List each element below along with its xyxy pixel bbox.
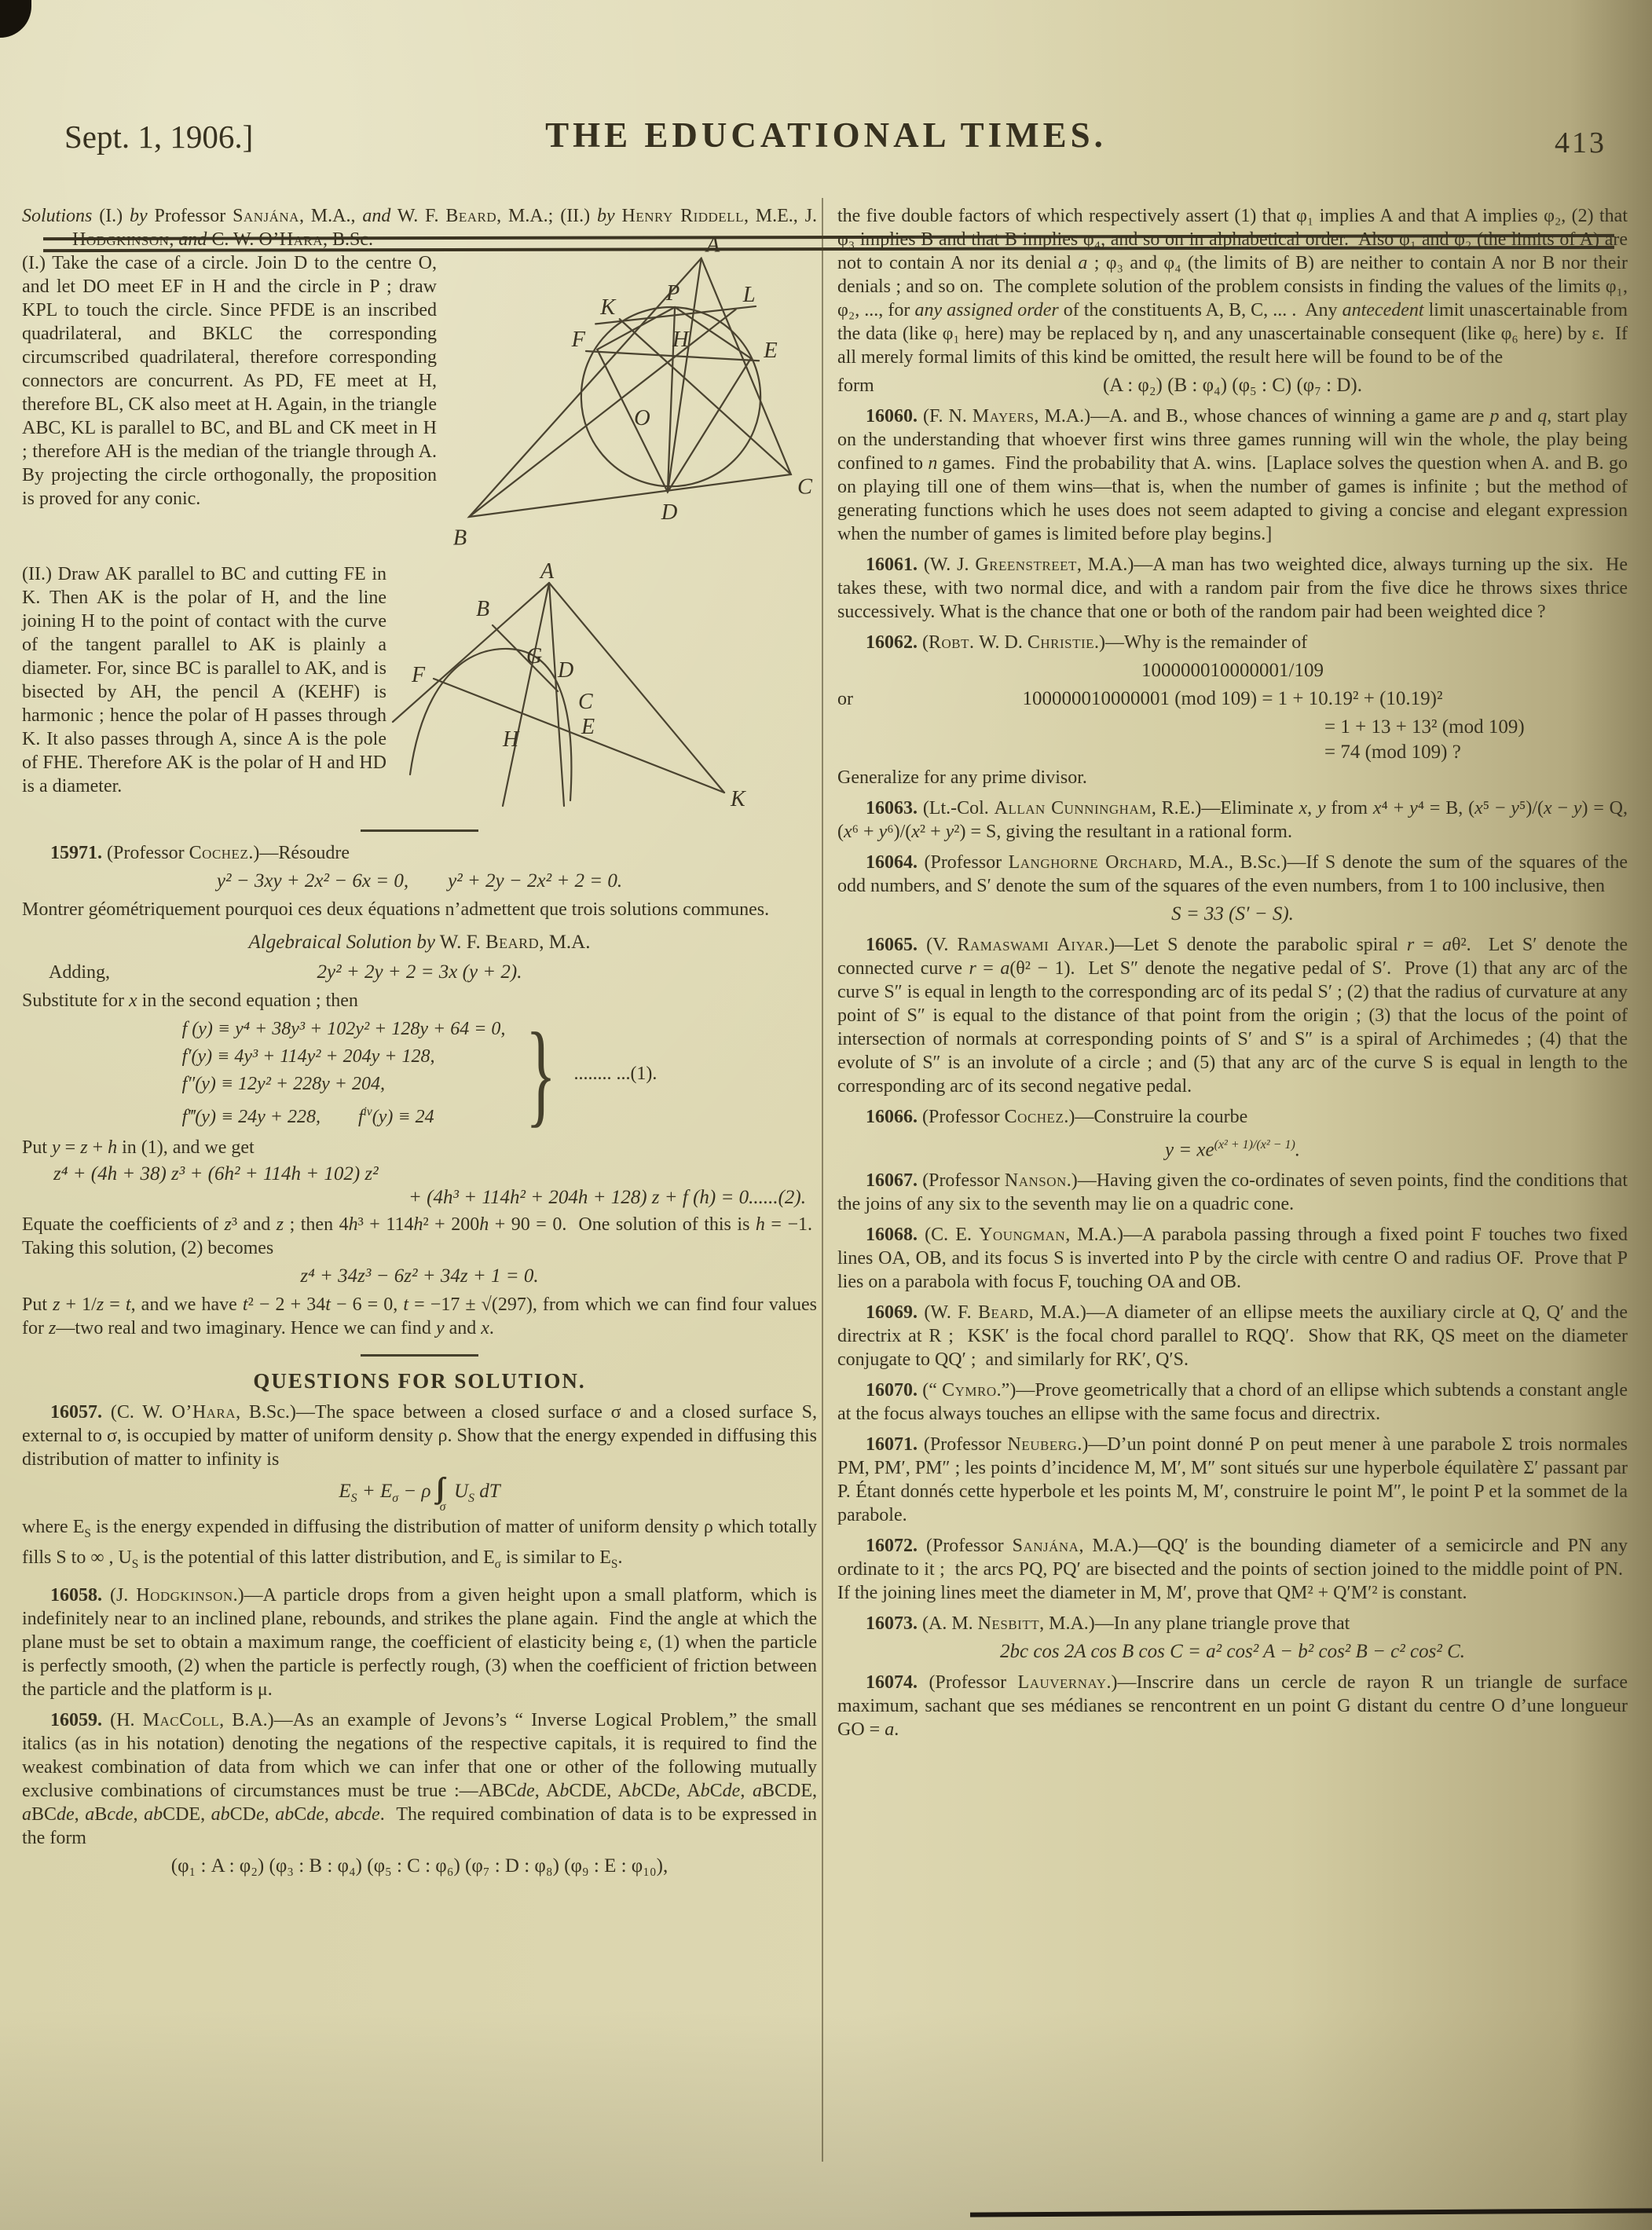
figure-label: E [764, 339, 778, 364]
figure-label: F [571, 327, 586, 352]
problem-text: 16059. (H. MacColl, B.A.)—As an example of Jevons’s “ Inverse Logical Problem,” the small italics (as in his notation) denoting the negations of the respective capitals, it is required to find the weakest combination of data from which we can infer that one or other of the following mutually exclusive combinations of circumstances must be true :—ABCde, AbCDE, AbCDe, AbCde, aBCDE, aBCde, aBcde, abCDE, abCDe, abCde, abcde. The required combination of data is to be expressed in the form [22, 1709, 818, 1848]
solution-text: Substitute for x in the second equation ; then [22, 991, 358, 1011]
figure-inscribed-circle-triangle [437, 225, 822, 561]
problem-16057 [22, 1401, 817, 1576]
solutions-byline: Solutions (I.) by Professor Sanjána, M.A., and W. F. Beard, M.A.; (II.) by Henry Riddell, M.E., J. Hodgkinson, and C. W. O’Hara, B.Sc. [22, 206, 818, 250]
figure-label: F [412, 663, 426, 687]
figure-label: C [797, 474, 813, 500]
problem-16059 [22, 1708, 817, 1878]
column-divider [822, 198, 823, 2162]
problem-text: where $E_S$ is the energy expended in diffusing the distribution of matter of uniform density ρ which totally fills S to ∞ , $U_S$ is the potential of this latter distribution, and $E_\sigma$ is similar to $E_S$. [22, 1517, 818, 1571]
problem-16072: 16072. (Professor Sanjána, M.A.)—QQ′ is the bounding diameter of a semicircle and PN any ordinate to it ; the arcs PQ, PQ′ are bisected and the points of section joined to the middle point of PN. If the joining lines meet the diameter in M, M′, prove that QM² + Q′M′² is constant. [837, 1536, 1628, 1604]
equation: S = 33 (S′ − S). [1171, 903, 1294, 925]
right-column [837, 204, 1628, 1741]
problem-text: Generalize for any prime divisor. [837, 767, 1087, 788]
equation-row [837, 687, 1628, 711]
solution-heading: Algebraical Solution by W. F. Beard, M.A. [248, 932, 591, 953]
solution-part-1 [22, 233, 817, 551]
problem-16074: 16074. (Professor Lauvernay.)—Inscrire dans un cercle de rayon R un triangle de surface maximum, sachant que ses médianes se rencontrent en un point G distant du centre O d’une longueur GO = a. [837, 1672, 1628, 1741]
equation: 100000010000001 (mod 109) = 1 + 10.19² + (10.19)² [1022, 688, 1443, 709]
problem-text: 16064. (Professor Langhorne Orchard, M.A., B.Sc.)—If S denote the sum of the squares of the odd numbers, and S′ denote the sum of the squares of the even numbers, from 1 to 100 inclusive, then [837, 852, 1628, 896]
problem-15971 [22, 841, 817, 1340]
equation: z⁴ + (4h + 38) z³ + (6h² + 114h + 102) z² [53, 1163, 379, 1185]
separator-rule [361, 1354, 478, 1357]
solution-text: Put y = z + h in (1), and we get [22, 1137, 255, 1158]
solution-text: Put z + 1/z = t, and we have t² − 2 + 34t − 6 = 0, t = −17 ± √(297), from which we can find four values for z—two real and two imaginary. Hence we can find y and x. [22, 1294, 818, 1338]
equation-number: ........ ...(1). [573, 1063, 658, 1084]
figure-label: H [672, 327, 689, 352]
figure-label: O [634, 405, 650, 430]
problem-16071: 16071. (Professor Neuberg.)—D’un point donné P on peut mener à une parabole Σ trois normales PM, PM′, PM″ ; les points d’incidence M, M′, M″ sont situés sur une hyperbole équilatère Σ′ passant par P. Étant donnés cette hyperbole et les points M, M′, construire le point M″, le point P et la sommet de la parabole. [837, 1434, 1628, 1526]
equation: (φ₁ : A : φ₂) (φ₃ : B : φ₄) (φ₅ : C : φ₆) (φ₇ : D : φ₈) (φ₉ : E : φ₁₀), [170, 1855, 668, 1877]
page-number: 413 [1555, 126, 1606, 159]
problem-head: 15971. (Professor Cochez.)—Résoudre [50, 843, 350, 863]
solution-1-text: (I.) Take the case of a circle. Join D to the centre O, and let DO meet EF in H and the circle in P ; draw KPL to touch the circle. Since PFDE is an inscribed quadrilateral, and BKLC the corresponding circumscribed quadrilateral, therefore corresponding connectors are concurrent. As PD, FE meet at H, therefore BL, CK also meet at H. Again, in the triangle ABC, KL is parallel to BC, and BL and CK meet in H ; therefore AH is the median of the triangle through A. By projecting the circle orthogonally, the proposition is proved for any conic. [22, 253, 437, 509]
problem-text: 16073. (A. M. Nesbitt, M.A.)—In any plane triangle prove that [866, 1613, 1350, 1635]
problem-16073 [837, 1612, 1628, 1664]
equation: $E_S + E_\sigma - \rho$ $\int\int\int_\sigma$ $U_S$ dT [339, 1472, 500, 1514]
figure-label: D [661, 500, 678, 525]
problem-16062 [837, 631, 1628, 789]
problem-16070: 16070. (“ Cymro.”)—Prove geometrically that a chord of an ellipse which subtends a constant angle at the focus always touches an ellipse with the same focus and directrix. [837, 1380, 1628, 1425]
problem-16060: 16060. (F. N. Mayers, M.A.)—A. and B., whose chances of winning a game are p and q, start play on the understanding that whoever first wins three games running will win the whole, the play being confined to n games. Find the probability that A. wins. [Laplace solves the question when A. and B. go on playing till one of them wins—that is, when the number of games is infinite ; but the method of generating functions which he uses does not seem adapted to giving a concise and elegant expression when the number of games is limited before play begins.] [837, 406, 1628, 544]
problem-16064 [837, 851, 1628, 926]
equation-stack [182, 1016, 506, 1131]
figure-label: H [503, 727, 519, 752]
equation-row [837, 374, 1628, 397]
figure-label: A [705, 233, 720, 258]
problem-text: 16066. (Professor Cochez.)—Construire la courbe [866, 1107, 1248, 1127]
figure-label: P [665, 280, 680, 306]
equation: + (4h³ + 114h² + 204h + 128) z + f (h) = 0......(2). [408, 1187, 806, 1208]
problem-16063: 16063. (Lt.-Col. Allan Cunningham, R.E.)—Eliminate x, y from x⁴ + y⁴ = B, (x⁵ − y⁵)/(x − y) = Q, (x⁶ + y⁶)/(x² + y²) = S, giving the resultant in a rational form. [837, 798, 1628, 842]
page-title: THE EDUCATIONAL TIMES. [545, 115, 1107, 155]
problem-16065: 16065. (V. Ramaswami Aiyar.)—Let S denote the parabolic spiral r = aθ². Let S′ denote the connected curve r = a(θ² − 1). Let S″ denote the negative pedal of S′. Prove (1) that any arc of the curve S″ is equal in length to the corresponding arc of its pedal S′ ; (2) that the radius of curvature at any point of S″ is equal to the distance of that point from the origin ; (3) that the locus of the point of intersection of normals at corresponding points of S′ and S″ is a spiral of Archimedes ; (4) that the evolute of S″ is an involute of a circle ; and (5) that any arc of the curve S is equal in length to the corresponding arc of its second negative pedal. [837, 935, 1628, 1097]
problem-16058: 16058. (J. Hodgkinson.)—A particle drops from a given height upon a small platform, which is indefinitely near to an inclined plane, rebounds, and strikes the plane again. Find the angle at which the plane must be set to obtain a maximum range, the coefficient of elasticity being ε, (1) when the particle is perfectly smooth, (2) when the particle is perfectly rough, (3) when the coefficient of friction between the particle and the platform is μ. [22, 1584, 817, 1700]
problem-16059-continuation [837, 204, 1628, 397]
scan-bottom-artifact [970, 2208, 1652, 2217]
equation: 2y² + 2y + 2 = 3x (y + 2). [317, 961, 522, 983]
equation: f′(y) ≡ 4y³ + 114y² + 204y + 128, [181, 1046, 435, 1067]
equation-row [22, 961, 817, 984]
solution-text: Equate the coefficients of z³ and z ; then 4h³ + 114h² + 200h + 90 = 0. One solution of this is h = −1. Taking this solution, (2) becomes [22, 1214, 818, 1258]
equation: = 74 (mod 109) ? [1324, 742, 1461, 763]
equation: = 1 + 13 + 13² (mod 109) [1324, 716, 1525, 738]
solution-2-text: (II.) Draw AK parallel to BC and cutting FE in K. Then AK is the polar of H, and the line joining H to the point of contact with the curve of the tangent parallel to AK is plainly a diameter. For, since BC is parallel to AK, and is bisected by AH, the pencil A (KEHF) is harmonic ; hence the polar of H passes through K. It also passes through A, since A is the pole of FHE. Therefore AK is the polar of H and HD is a diameter. [22, 564, 386, 796]
equation: f‴(y) ≡ 24y + 228, $f^{iv}(y) \equiv 24$ [181, 1105, 434, 1127]
equation: 100000010000001/109 [1141, 660, 1324, 681]
figure-label: B [476, 597, 490, 621]
equation-label: Adding, [49, 962, 110, 983]
equation-system-1 [22, 1009, 817, 1138]
figure-label: E [581, 715, 595, 739]
problem-16066 [837, 1105, 1628, 1162]
problem-text: the five double factors of which respectively assert (1) that φ₁ implies A and that A implies φ₂, (2) that φ₃ implies B and that B implies φ₄, and so on in alphabetical order. Also φ₁ and φ₂ (the limits of A) are not to contain A nor its denial a ; φ₃ and φ₄ (the limits of B) are neither to contain A nor B nor their denials ; and so on. The complete solution of the problem consists in finding the values of the limits φ₁, φ₂, ..., for any assigned order of the constituents A, B, C, ... . Any antecedent limit unascertainable from the data (like φ₁ here) may be replaced by η, and any unascertainable consequent (like φ₆ here) by ε. If all merely formal limits of this kind be omitted, the result here will be found to be of the [837, 206, 1628, 368]
scan-corner-artifact [0, 0, 31, 38]
equation: $y = xe^{(x^2 + 1)/(x^2 - 1)}$. [1164, 1138, 1301, 1161]
figure-label: K [731, 787, 745, 811]
figure-label: C [578, 690, 593, 714]
figure-conic-tangents [386, 561, 826, 828]
figure-label: K [600, 295, 616, 320]
figure-label: B [452, 525, 467, 551]
questions-for-solution-heading: QUESTIONS FOR SOLUTION. [253, 1369, 586, 1393]
equation: 2bc cos 2A cos B cos C = a² cos² A − b² cos² B − c² cos² C. [999, 1641, 1466, 1663]
separator-rule [361, 829, 478, 832]
equation: f (y) ≡ y⁴ + 38y³ + 102y² + 128y + 64 = 0, [181, 1019, 506, 1039]
left-column [22, 204, 817, 1883]
problem-16068: 16068. (C. E. Youngman, M.A.)—A parabola passing through a fixed point F touches two fixed lines OA, OB, and its focus S is inverted into P by the circle with centre O and radius OF. Prove that P lies on a parabola with focus F, touching OA and OB. [837, 1225, 1628, 1293]
solution-part-2 [22, 561, 817, 811]
equation: (A : φ₂) (B : φ₄) (φ₅ : C) (φ₇ : D). [1102, 375, 1363, 396]
equation-label: form [837, 375, 874, 396]
figure-label: L [742, 282, 756, 307]
problem-text: 16057. (C. W. O’Hara, B.Sc.)—The space between a closed surface σ and a closed surface S, external to σ, is occupied by matter of uniform density ρ. Show that the energy expended in diffusing this distribution of matter to infinity is [22, 1402, 817, 1470]
problem-16067: 16067. (Professor Nanson.)—Having given the co-ordinates of seven points, find the conditions that the joins of any six to the seventh may lie on a quadric cone. [837, 1170, 1628, 1215]
figure-label: D [558, 658, 574, 683]
equation: f″(y) ≡ 12y² + 228y + 204, [181, 1074, 385, 1094]
issue-date: Sept. 1, 1906.] [64, 119, 254, 155]
equation: y² − 3xy + 2x² − 6x = 0, y² + 2y − 2x² + 2 = 0. [216, 870, 623, 892]
equation: z⁴ + 34z³ − 6z² + 34z + 1 = 0. [300, 1265, 539, 1287]
problem-16069: 16069. (W. F. Beard, M.A.)—A diameter of an ellipse meets the auxiliary circle at Q, Q′ and the directrix at R ; KSK′ is the focal chord parallel to RQQ′. Show that RK, QS meet on the diameter conjugate to QQ′ ; and similarly for RK′, Q′S. [837, 1302, 1628, 1371]
problem-16061: 16061. (W. J. Greenstreet, M.A.)—A man has two weighted dice, always turning up the six. He takes these, with two normal dice, and with a random pair from the five dice he throws sixes thrice successively. What is the chance that one or both of the random pair had been weighted dice ? [837, 555, 1628, 622]
problem-head: 16062. (Robt. W. D. Christie.)—Why is the remainder of [866, 632, 1308, 653]
equation-label: or [837, 689, 853, 709]
problem-text: Montrer géométriquement pourquoi ces deux équations n’admettent que trois solutions communes. [22, 899, 770, 920]
figure-label: A [540, 561, 555, 584]
figure-label: G [526, 644, 543, 668]
brace-glyph: } [526, 1009, 557, 1138]
